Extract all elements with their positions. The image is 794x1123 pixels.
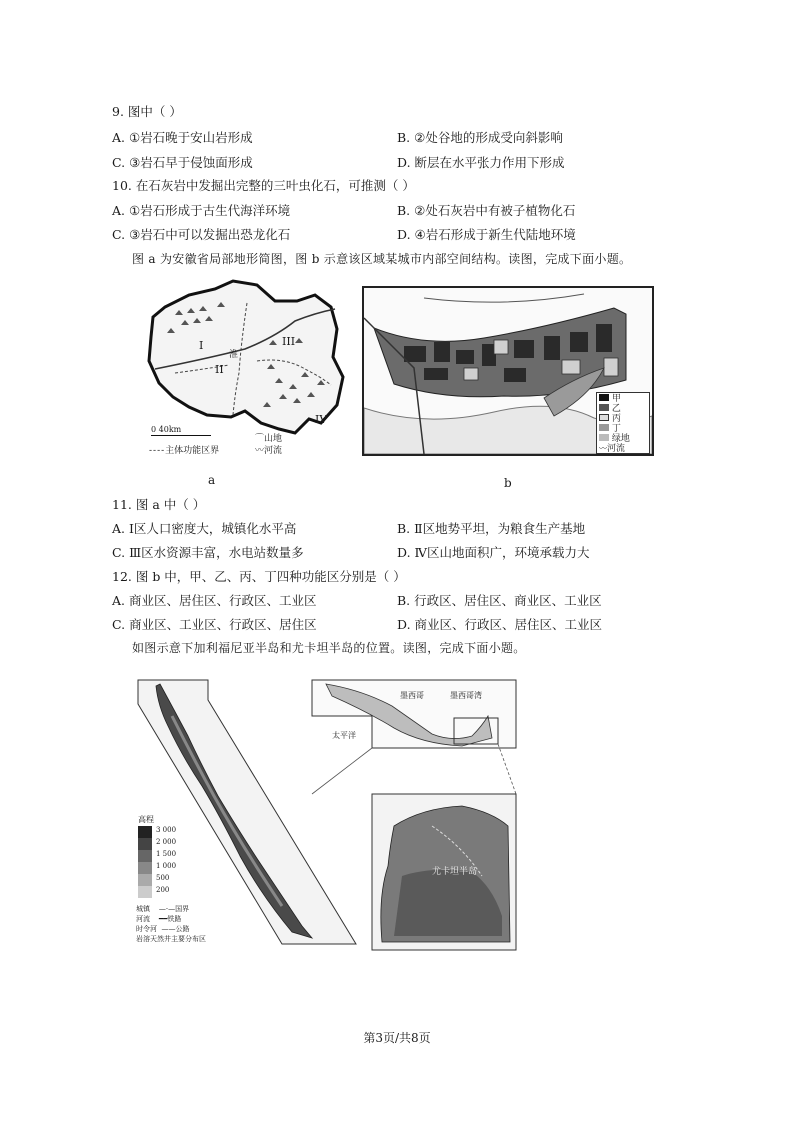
q10-option-a: A. ①岩石形成于古生代海洋环境 <box>112 203 291 218</box>
label-yucatan-peninsula: 尤卡坦半岛 <box>432 867 478 877</box>
q12-option-b: B. 行政区、居住区、商业区、工业区 <box>397 593 602 608</box>
q12-stem: 12. 图 b 中，甲、乙、丙、丁四种功能区分别是（ ） <box>112 569 406 584</box>
river-label-huai: 淮 <box>229 350 239 360</box>
q12-option-d: D. 商业区、行政区、居住区、工业区 <box>397 617 603 632</box>
region-label-4: IV <box>315 413 328 426</box>
legend-item-greenland: 绿地 <box>599 434 647 444</box>
region-label-3: III <box>282 335 296 348</box>
q9-option-c: C. ③岩石早于侵蚀面形成 <box>112 155 253 170</box>
scale-line <box>151 435 211 436</box>
legend-river: 〰河流 <box>255 446 283 456</box>
figure-c-legend: 城镇 —·—国界 河流 ━━铁路 时令河 ——公路 岩溶天然井主要分布区 <box>136 905 206 943</box>
intro-anhui: 图 a 为安徽省局部地形简图，图 b 示意该区域某城市内部空间结构。读图，完成下面小题。 <box>132 252 632 266</box>
figure-b-caption: b <box>504 476 512 490</box>
legend-item-yi: 乙 <box>599 404 647 414</box>
q11-option-a: A. Ⅰ区人口密度大，城镇化水平高 <box>112 521 297 536</box>
intro-peninsulas: 如图示意下加利福尼亚半岛和尤卡坦半岛的位置。读图，完成下面小题。 <box>132 641 526 655</box>
elevation-title: 高程 <box>138 815 154 824</box>
elevation-values: 3 000 2 000 1 500 1 000 500 200 <box>156 826 177 894</box>
q9-option-a: A. ①岩石晚于安山岩形成 <box>112 130 253 145</box>
q12-option-c: C. 商业区、工业区、行政区、居住区 <box>112 617 317 632</box>
region-label-1: I <box>199 339 204 352</box>
scale-bar: 0 40km <box>151 425 182 434</box>
q11-option-d: D. Ⅳ区山地面积广，环境承载力大 <box>397 545 590 560</box>
legend-item-jia: 甲 <box>599 394 647 404</box>
label-mexico: 墨西哥 <box>400 691 424 700</box>
legend-boundary: ----主体功能区界 <box>149 446 220 456</box>
figure-b-legend <box>596 392 650 454</box>
q11-stem: 11. 图 a 中（ ） <box>112 497 206 512</box>
q10-option-c: C. ③岩石中可以发掘出恐龙化石 <box>112 227 291 242</box>
q10-option-d: D. ④岩石形成于新生代陆地环境 <box>397 227 576 242</box>
q11-option-c: C. Ⅲ区水资源丰富，水电站数量多 <box>112 545 304 560</box>
figure-a-caption: a <box>208 473 216 487</box>
label-pacific-ocean: 太平洋 <box>332 731 356 740</box>
q12-option-a: A. 商业区、居住区、行政区、工业区 <box>112 593 317 608</box>
legend-item-ding: 丁 <box>599 424 647 434</box>
legend-item-river: 〰河流 <box>599 444 626 454</box>
q10-stem: 10. 在石灰岩中发掘出完整的三叶虫化石，可推测（ ） <box>112 178 415 193</box>
figure-b-city-map <box>362 286 654 456</box>
figure-a-anhui-map <box>145 273 350 463</box>
q11-option-b: B. Ⅱ区地势平坦，为粮食生产基地 <box>397 521 586 536</box>
legend-item-bing: 丙 <box>599 414 647 424</box>
legend-mountain: ⌒山地 <box>255 434 283 444</box>
region-label-2: II <box>215 363 224 376</box>
figure-c-peninsula-maps <box>132 676 524 958</box>
q10-option-b: B. ②处石灰岩中有被子植物化石 <box>397 203 576 218</box>
page-footer: 第3页/共8页 <box>363 1031 431 1045</box>
q9-option-b: B. ②处谷地的形成受向斜影响 <box>397 130 563 145</box>
q9-option-d: D. 断层在水平张力作用下形成 <box>397 155 565 170</box>
label-gulf-of-mexico: 墨西哥湾 <box>450 691 482 700</box>
q9-stem: 9. 图中（ ） <box>112 104 182 119</box>
elevation-ramp <box>138 826 152 898</box>
